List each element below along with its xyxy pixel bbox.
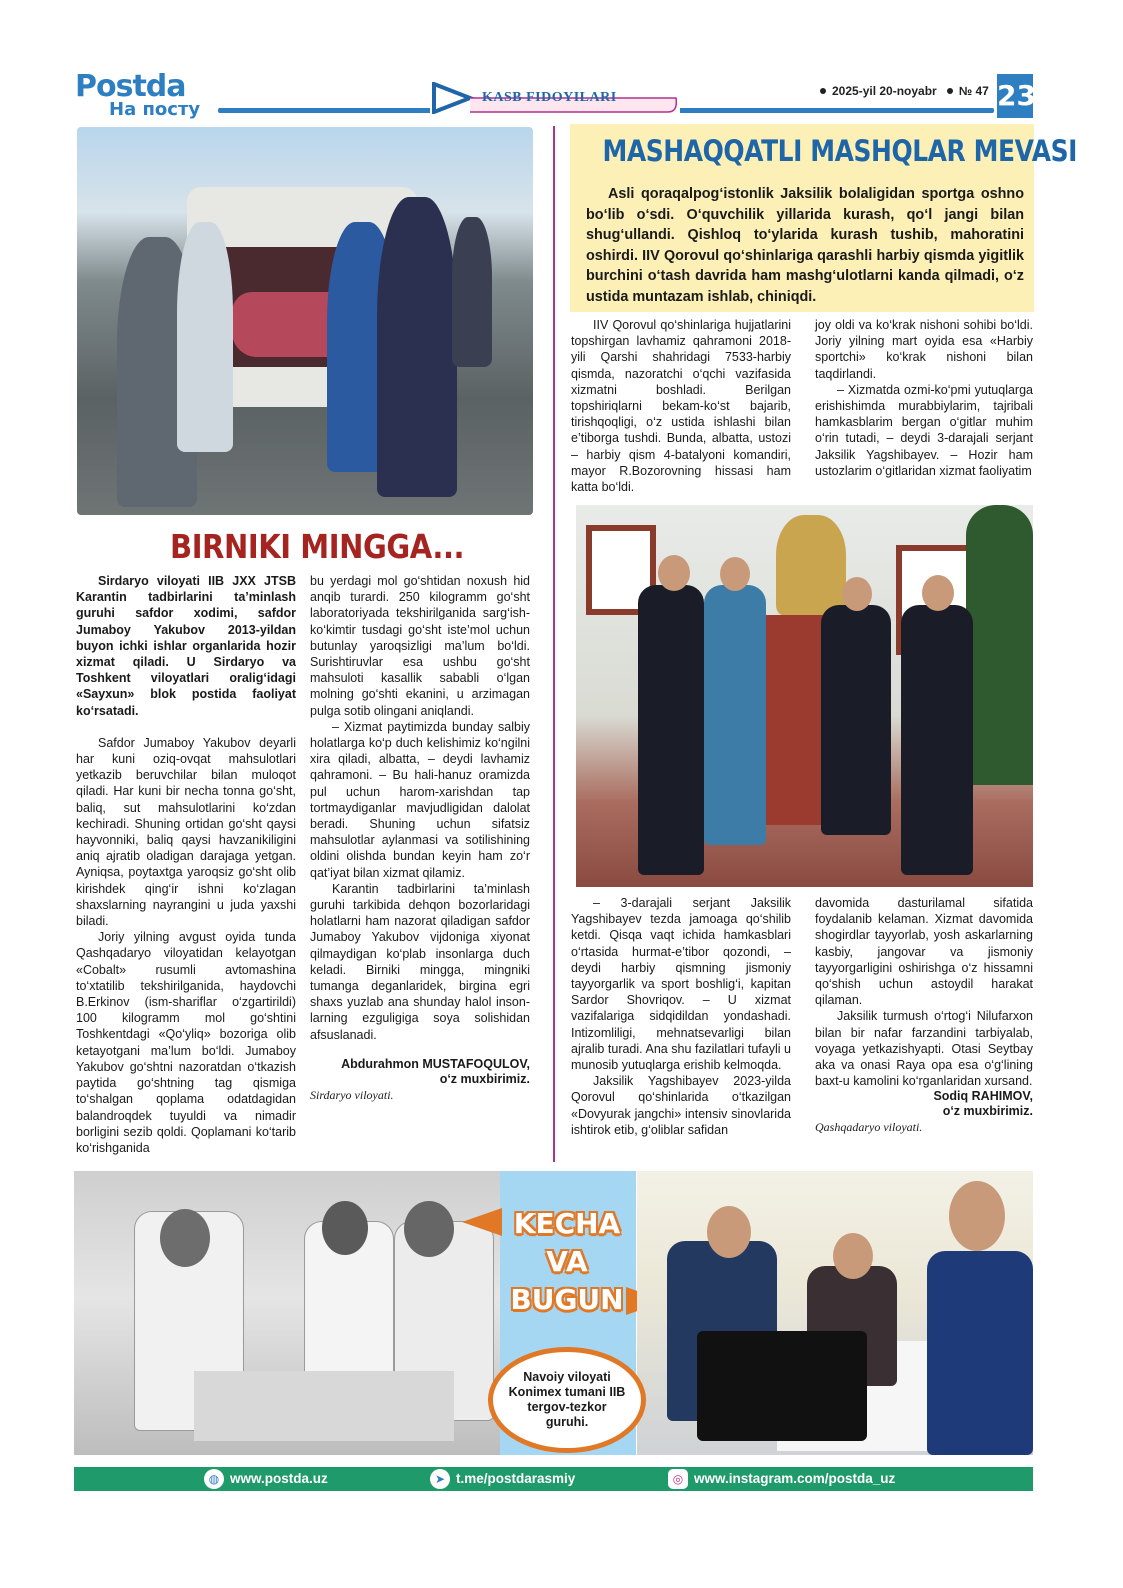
arrow-left-icon bbox=[462, 1208, 502, 1236]
kecha-word: KECHA bbox=[513, 1207, 621, 1240]
soldier-head bbox=[842, 577, 872, 611]
person-head bbox=[833, 1233, 873, 1279]
person-figure bbox=[177, 222, 233, 452]
section-tab bbox=[430, 82, 680, 114]
right-article-paragraph: – Xizmatda ozmi-ko‘pmi yutuqlarga erishishimda murabbiylarim, tajribali hamkasblarim bergan o‘gitlar muhim o‘rin tutadi, – deydi 3-darajali serjant Jaksilik Yagshibayev. – Hozir ham ustozlarim o‘gitlaridan xizmat faoliyatim bbox=[815, 382, 1033, 478]
footer-telegram-text: t.me/postdarasmiy bbox=[456, 1471, 576, 1486]
right-article-title: MASHAQQATLI MASHQLAR MEVASI bbox=[602, 134, 1078, 168]
soldiers-photo bbox=[576, 505, 1033, 887]
right-article-col-2 bbox=[815, 317, 1033, 479]
right-article-paragraph: Jaksilik Yagshibayev 2023-yilda Qorovul qo‘shinlarida o‘tkazilgan «Dovyurak jangchi» intensiv sinovlarida ishtirok etib, g‘oliblar safidan bbox=[571, 1074, 791, 1137]
right-article-place: Qashqadaryo viloyati. bbox=[815, 1120, 923, 1135]
right-article-paragraph: davomida dasturilamal sifatida foydalanib kelaman. Xizmat davomida shogirdlar tayyorlab, yosh askarlarning kasbiy, jangovar va jismoniy tayyorgarligini oshirishga o‘z hissamni qo‘shish uchun astoydil harakat qilaman. bbox=[815, 896, 1033, 1008]
soldier-head bbox=[922, 575, 954, 611]
right-article-paragraph: – 3-darajali serjant Jaksilik Yagshibayev tezda jamoaga qo‘shilib ketdi. Qisqa vaqt ichida hamkasblari o‘rtasida hurmat-e’tibor qozondi, – deydi harbiy qismning jismoniy tayyorgarlik va sport boshlig‘i, kapitan Sardor Shovriqov. – U xizmat vazifalariga sidqidildan yondashadi. Intizomliligi, mehnatsevarligi bilan ajralib turadi. Ana shu fazilatlari tufayli u munosib yutuqlarga erishib kelmoqda. bbox=[571, 896, 791, 1073]
right-author-role: o‘z muxbirimiz. bbox=[942, 1104, 1033, 1119]
officer-head bbox=[707, 1206, 751, 1258]
logo-line-1: Postda bbox=[75, 69, 186, 104]
right-article-paragraph: joy oldi va ko‘krak nishoni sohibi bo‘ldi. Joriy yilning mart oyida esa «Harbiy sportchi» ko‘krak nishoni bilan taqdirlandi. bbox=[815, 318, 1033, 381]
soldier-figure bbox=[638, 585, 704, 875]
right-article-col-3 bbox=[571, 895, 791, 1138]
left-article-paragraph: Karantin tadbirlarini ta’minlash guruhi tarkibida dehqon bozorlaridagi holatlarni ham nazorat qiladigan safdor Jumaboy Yakubov vijdoniga xiyonat qilmaydigan ko‘plab insonlarga duch keladi. Birniki mingga, mingniki tumanga deganlaridek, birgina egri shaxs yuzlab ana shunday halol insonlarning ezguligiga soya solishidan afsuslanadi. bbox=[310, 881, 530, 1042]
soldier-figure bbox=[901, 605, 973, 875]
soldier-figure bbox=[821, 605, 891, 835]
bugun-word: BUGUN bbox=[510, 1283, 624, 1316]
table-shape bbox=[194, 1371, 454, 1441]
left-article-lead: Sirdaryo viloyati IIB JXX JTSB Karantin tadbirlarini ta’minlash guruhi safdor xodimi, safdor Jumaboy Yakubov 2013-yildan buyon ichki ishlar organlarida hozir xizmat qiladi. U Sirdaryo va Toshkent viloyatlari oralig‘idagi «Sayxun» blok postida faoliyat ko‘rsatadi. bbox=[76, 574, 296, 718]
kecha-bugun-title bbox=[504, 1205, 630, 1319]
left-article-place: Sirdaryo viloyati. bbox=[310, 1087, 394, 1102]
right-article-title-box bbox=[570, 124, 1078, 178]
left-article-paragraph: Safdor Jumaboy Yakubov deyarli har kuni oziq-ovqat mahsulotlari yetkazib beruvchilar bilan muloqot qiladi. Har kuni bir necha tonna go‘sht, baliq, sut mahsulotlarini ko‘zdan kechiradi. Shuning ortidan go‘sht qaysi hayvonniki, baliq qaysi havzanikiligini aniq ajratib oladigan darajaga yetgan. Ayniqsa, poytaxtga yaroqsiz go‘sht olib kirishdek qing‘ir ishni ko‘zlagan shaxslarning nayrangini u juda yaxshi biladi. bbox=[76, 735, 296, 929]
right-article-col-4 bbox=[815, 895, 1033, 1135]
right-article-paragraph: IIV Qorovul qo‘shinlariga hujjatlarini topshirgan lavhamiz qahramoni 2018-yili Qarshi shahridagi 7533-harbiy qismda, nazoratchi o‘qchi vazifasida xizmatni boshladi. Berilgan topshiriqlarni bekam-ko‘st bajarib, tirishqoqligi, o‘z ustida ishlashi bilan e’tiborga tushdi. Bunda, albatta, ustozi – harbiy qism 4-batalyoni komandiri, mayor R.Bozorovning hissasi ham katta bo‘ldi. bbox=[571, 318, 791, 495]
issue-number: № 47 bbox=[958, 84, 989, 98]
issue-date: 2025-yil 20-noyabr bbox=[832, 84, 937, 98]
instagram-icon: ◎ bbox=[668, 1469, 688, 1489]
footer-instagram-text: www.instagram.com/postda_uz bbox=[694, 1471, 896, 1486]
officer-head bbox=[720, 557, 750, 591]
left-article-title: BIRNIKI MINGGA... bbox=[170, 527, 465, 566]
tree-shape bbox=[966, 505, 1033, 785]
globe-icon: ◍ bbox=[204, 1469, 224, 1489]
logo-line-2: На посту bbox=[109, 99, 201, 120]
right-article-lead: Asli qoraqalpog‘istonlik Jaksilik bolaligidan sportga oshno bo‘lib o‘sdi. O‘quvchilik yillarida kurash, qo‘l jangi bilan shug‘ullandi. Qishloq to‘ylarida kurash tushib, mahoratini oshirdi. IIV Qorovul qo‘shinlariga qarashli harbiy qismda yigitlik burchini o‘tash davrida ham mashg‘ulotlarni kanda qilmadi, o‘z ustida muntazam ishlab, chiniqdi. bbox=[570, 178, 1034, 312]
left-article-paragraph: bu yerdagi mol go‘shtidan noxush hid anqib turardi. 250 kilogramm go‘sht laboratoriyada tekshirilganida sarg‘ish-ko‘kimtir tusdagi go‘sht iste’mol uchun butunlay yaroqsizligi ma’lum bo‘ldi. Surishtiruvlar esa ushbu go‘sht mahsuloti kasallik sababli o‘lgan molning go‘shti ekanini, u arzimagan pulga sotib olingani aniqlandi. bbox=[310, 574, 530, 718]
footer-instagram-link[interactable] bbox=[668, 1469, 895, 1489]
footer-site-link[interactable] bbox=[204, 1469, 328, 1489]
person-figure bbox=[452, 217, 492, 367]
left-author-role: o‘z muxbirimiz. bbox=[439, 1071, 530, 1086]
left-article-col-2 bbox=[310, 573, 530, 1103]
officer-figure bbox=[927, 1251, 1033, 1455]
right-article-paragraph: Jaksilik turmush o‘rtog‘i Nilufarxon bilan bir nafar farzandini tarbiyalab, voyaga yetkazishyapti. Otasi Seytbay aka va onasi Raya opa esa o‘g‘lining baxt-u kamolini ko‘rganlaridan xursand. bbox=[815, 1009, 1033, 1089]
column-divider bbox=[553, 126, 555, 1162]
archive-photo bbox=[74, 1171, 500, 1455]
person-head bbox=[404, 1201, 454, 1257]
market-inspection-photo bbox=[77, 127, 533, 515]
soldier-head bbox=[658, 555, 690, 591]
left-article-col-1 bbox=[76, 573, 296, 1156]
right-article-col-1 bbox=[571, 317, 791, 495]
right-author-name: Sodiq RAHIMOV, bbox=[933, 1089, 1033, 1104]
postda-logo[interactable] bbox=[75, 69, 205, 122]
footer-bar bbox=[74, 1467, 1033, 1491]
officer-figure bbox=[704, 585, 766, 845]
photo-caption: Navoiy viloyati Konimex tumani IIB tergov-tezkor guruhi. bbox=[488, 1347, 646, 1453]
va-word: VA bbox=[546, 1245, 588, 1278]
bullet-icon bbox=[947, 88, 953, 94]
left-article-paragraph: Joriy yilning avgust oyida tunda Qashqadaryo viloyatidan kelayotgan «Cobalt» rusumli avtomashina to‘xtatilib tekshirilganida, haydovchi B.Erkinov (ism-shariflar o‘zgartirildi) 100 kilogramm mol go‘shtini Toshkentdagi «Qo‘yliq» bozoriga olib ketayotgani ma’lum bo‘ldi. Jumaboy Yakubov go‘shtni nazoratdan o‘tkazish paytida go‘shtning tag qismiga to‘shalgan qoplama odatdagidan balandroqdek tuyuldi va nimadir borligini sezib qoldi. Qoplamani ko‘tarib ko‘rishganida bbox=[76, 930, 296, 1155]
person-head bbox=[160, 1209, 210, 1267]
bullet-icon bbox=[820, 88, 826, 94]
modern-photo bbox=[637, 1171, 1033, 1455]
page-number: 23 bbox=[997, 74, 1033, 118]
officer-head bbox=[949, 1181, 1005, 1251]
left-article-paragraph: – Xizmat paytimizda bunday salbiy holatlarga ko‘p duch kelishimiz ko‘ngilni xira qiladi, albatta, – deydi lavhamiz qahramoni. – Bu hali-hanuz oramizda pul uchun harom-xarishdan tap tortmaydiganlar mavjudligidan dalolat beradi. Shuning uchun sifatsiz mahsulotlar aylanmasi va sotilishining oldini olishda bundan keyin ham zo‘r qat’iyat bilan xizmat qilamiz. bbox=[310, 719, 530, 880]
bust-shape bbox=[776, 515, 846, 615]
person-figure bbox=[377, 197, 457, 497]
issue-info bbox=[820, 84, 989, 98]
equipment-case bbox=[697, 1331, 867, 1441]
left-author-name: Abdurahmon MUSTAFOQULOV, bbox=[341, 1056, 530, 1071]
telegram-icon: ➤ bbox=[430, 1469, 450, 1489]
footer-telegram-link[interactable] bbox=[430, 1469, 575, 1489]
footer-site-text: www.postda.uz bbox=[230, 1471, 328, 1486]
section-label: KASB FIDOYILARI bbox=[482, 90, 617, 105]
person-head bbox=[322, 1201, 368, 1255]
